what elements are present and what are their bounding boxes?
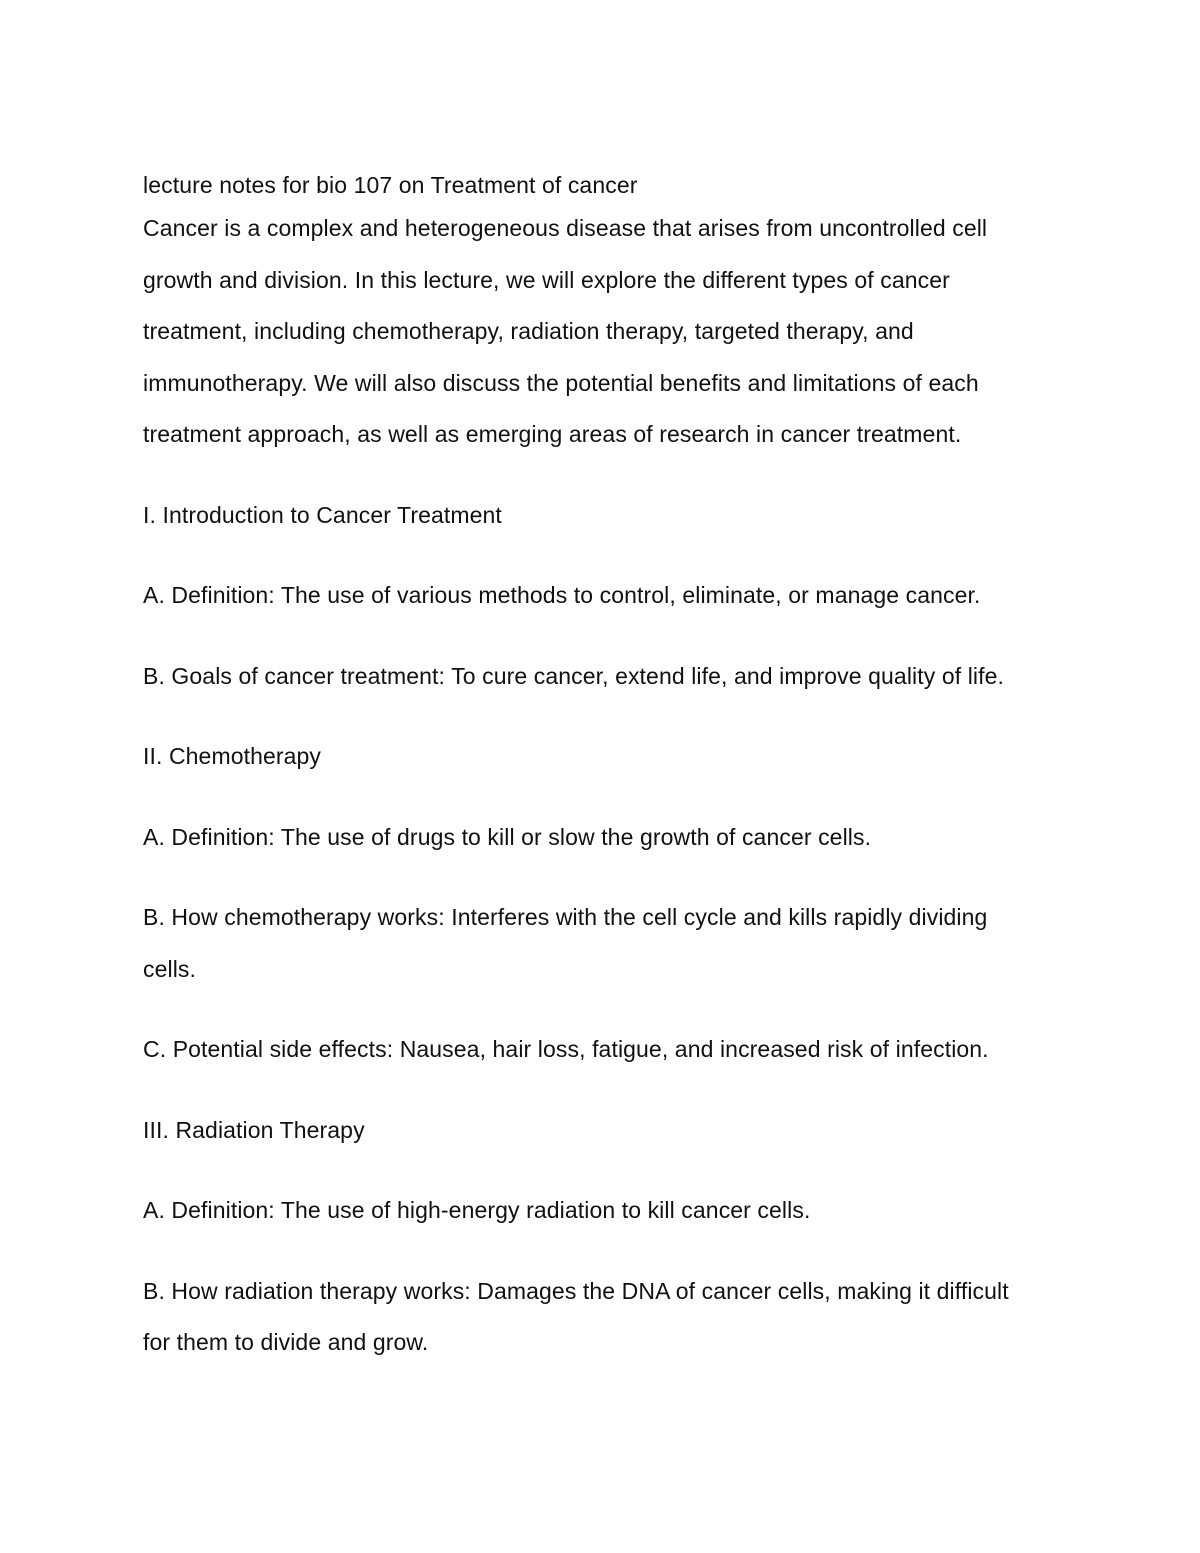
intro-paragraph	[143, 203, 1073, 461]
intro-line: treatment approach, as well as emerging areas of research in cancer treatment.	[143, 421, 962, 447]
outline-item	[143, 812, 1073, 864]
outline-item	[143, 651, 1073, 703]
section-heading: II. Chemotherapy	[143, 743, 322, 769]
outline-item	[143, 570, 1073, 622]
outline-item-line: cells.	[143, 955, 197, 982]
outline-item	[143, 1266, 1073, 1369]
outline-item-line: C. Potential side effects: Nausea, hair loss, fatigue, and increased risk of infection.	[143, 1036, 989, 1062]
intro-line: Cancer is a complex and heterogeneous disease that arises from uncontrolled cell	[143, 215, 988, 241]
outline-item	[143, 1024, 1073, 1076]
outline-item-line: B. How radiation therapy works: Damages the DNA of cancer cells, making it difficult	[143, 1277, 1009, 1304]
outline-item-line: A. Definition: The use of various methods to control, eliminate, or manage cancer.	[143, 582, 981, 608]
outline-item-line: B. Goals of cancer treatment: To cure cancer, extend life, and improve quality of life.	[143, 662, 1004, 689]
section-heading: I. Introduction to Cancer Treatment	[143, 501, 502, 528]
intro-line: immunotherapy. We will also discuss the potential benefits and limitations of each	[143, 369, 979, 396]
section-heading: III. Radiation Therapy	[143, 1116, 365, 1143]
document-body	[143, 168, 1073, 1369]
outline-item-line: A. Definition: The use of drugs to kill or slow the growth of cancer cells.	[143, 823, 872, 850]
intro-line: growth and division. In this lecture, we will explore the different types of cancer	[143, 266, 950, 293]
outline-item	[143, 892, 1073, 995]
outline-item-line: B. How chemotherapy works: Interferes with the cell cycle and kills rapidly dividing	[143, 904, 988, 930]
outline-item-line: for them to divide and grow.	[143, 1329, 429, 1355]
document-title: lecture notes for bio 107 on Treatment of cancer	[143, 172, 638, 198]
intro-line: treatment, including chemotherapy, radiation therapy, targeted therapy, and	[143, 318, 914, 344]
outline-item-line: A. Definition: The use of high-energy radiation to kill cancer cells.	[143, 1197, 811, 1223]
outline-item	[143, 1185, 1073, 1237]
